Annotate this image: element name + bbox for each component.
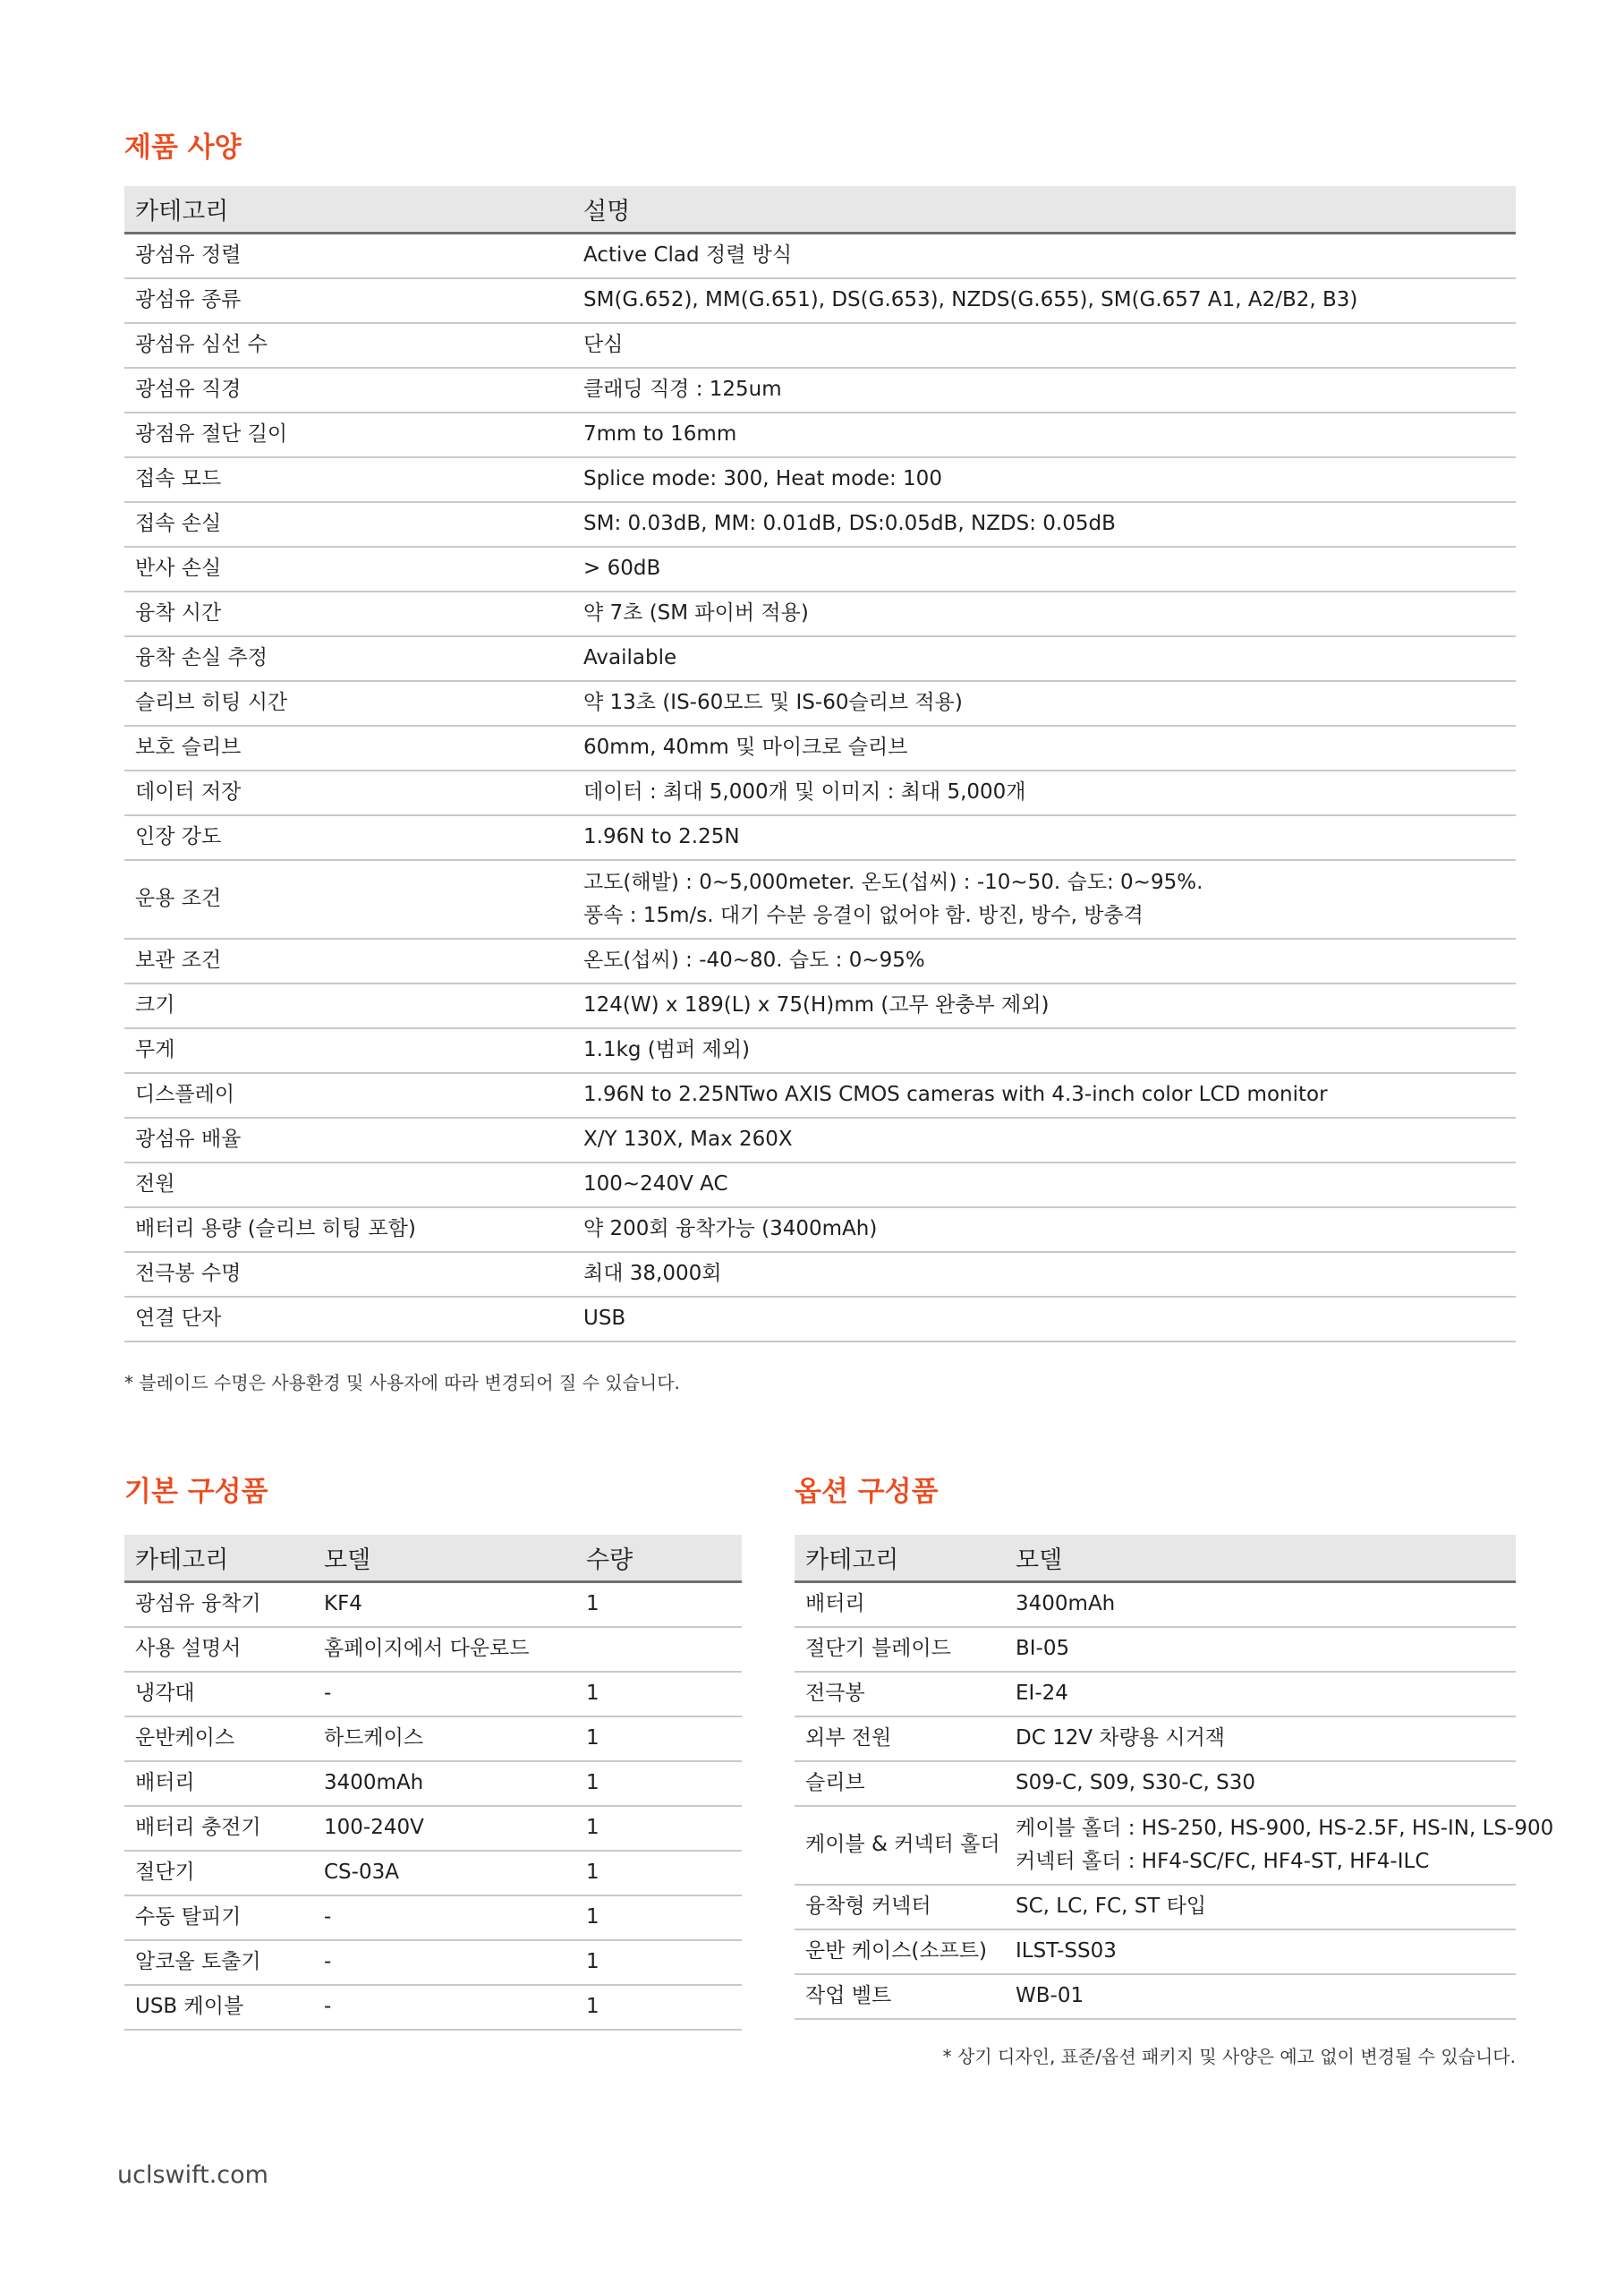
spec-category: 광섬유 배율 — [124, 1118, 573, 1163]
basic-row — [124, 1627, 742, 1672]
options-row — [795, 1582, 1516, 1628]
spec-description: Splice mode: 300, Heat mode: 100 — [573, 457, 1516, 502]
option-category: 작업 벨트 — [795, 1974, 1005, 2019]
spec-description: 온도(섭씨) : -40~80. 습도 : 0~95% — [573, 939, 1516, 984]
spec-description: 1.96N to 2.25NTwo AXIS CMOS cameras with 4.3-inch color LCD monitor — [573, 1073, 1516, 1118]
specs-row — [124, 1073, 1516, 1118]
option-category: 운반 케이스(소프트) — [795, 1929, 1005, 1974]
spec-category: 데이터 저장 — [124, 771, 573, 815]
specs-note: * 블레이드 수명은 사용환경 및 사용자에 따라 변경되어 질 수 있습니다. — [124, 1372, 680, 1393]
spec-category: 슬리브 히팅 시간 — [124, 681, 573, 726]
specs-row — [124, 278, 1516, 323]
specs-row — [124, 815, 1516, 860]
option-model: WB-01 — [1005, 1974, 1516, 2019]
basic-row — [124, 1672, 742, 1716]
basic-model: - — [313, 1985, 575, 2030]
specs-row — [124, 771, 1516, 815]
basic-quantity: 1 — [575, 1851, 742, 1895]
option-model-line: 커넥터 홀더 : HF4-SC/FC, HF4-ST, HF4-ILC — [1016, 1850, 1430, 1873]
specs-row — [124, 457, 1516, 502]
spec-category: 반사 손실 — [124, 547, 573, 592]
basic-category: 절단기 — [124, 1851, 313, 1895]
option-model: DC 12V 차량용 시거잭 — [1005, 1716, 1516, 1761]
specs-header-category: 카테고리 — [124, 186, 573, 234]
specs-row — [124, 1118, 1516, 1163]
basic-category: 알코올 토출기 — [124, 1940, 313, 1985]
spec-description: 단심 — [573, 323, 1516, 368]
spec-category: 전원 — [124, 1163, 573, 1207]
spec-category: 광섬유 정렬 — [124, 234, 573, 279]
spec-category: 무게 — [124, 1028, 573, 1073]
options-title: 옵션 구성품 — [795, 1476, 939, 1508]
basic-model: - — [313, 1895, 575, 1940]
options-row — [795, 1806, 1516, 1885]
basic-row — [124, 1851, 742, 1895]
basic-category: 배터리 충전기 — [124, 1806, 313, 1851]
specs-row — [124, 1028, 1516, 1073]
option-model — [1005, 1806, 1554, 1885]
spec-category: 광섬유 직경 — [124, 368, 573, 413]
basic-model: KF4 — [313, 1582, 575, 1628]
basic-category: 사용 설명서 — [124, 1627, 313, 1672]
spec-description: 클래딩 직경 : 125um — [573, 368, 1516, 413]
specs-row — [124, 368, 1516, 413]
option-model: BI-05 — [1005, 1627, 1516, 1672]
options-row — [795, 1716, 1516, 1761]
spec-description-line: 풍속 : 15m/s. 대기 수분 응결이 없어야 함. 방진, 방수, 방충격 — [583, 904, 1144, 927]
option-model: SC, LC, FC, ST 타입 — [1005, 1885, 1516, 1929]
option-category: 슬리브 — [795, 1761, 1005, 1806]
spec-category: 보호 슬리브 — [124, 726, 573, 771]
spec-category: 전극봉 수명 — [124, 1252, 573, 1297]
specs-header-row — [124, 186, 1516, 234]
options-header-category: 카테고리 — [795, 1535, 1005, 1582]
spec-category: 인장 강도 — [124, 815, 573, 860]
spec-category: 융착 시간 — [124, 592, 573, 636]
basic-quantity: 1 — [575, 1582, 742, 1628]
specs-row — [124, 413, 1516, 457]
options-row — [795, 1929, 1516, 1974]
options-row — [795, 1761, 1516, 1806]
basic-category: 배터리 — [124, 1761, 313, 1806]
basic-quantity — [575, 1627, 742, 1672]
basic-quantity: 1 — [575, 1895, 742, 1940]
options-row — [795, 1627, 1516, 1672]
basic-title: 기본 구성품 — [124, 1476, 268, 1508]
basic-quantity: 1 — [575, 1761, 742, 1806]
spec-description: 약 13초 (IS-60모드 및 IS-60슬리브 적용) — [573, 681, 1516, 726]
basic-row — [124, 1985, 742, 2030]
basic-header-model: 모델 — [313, 1535, 575, 1582]
basic-row — [124, 1895, 742, 1940]
basic-model: - — [313, 1672, 575, 1716]
spec-description-line: 고도(해발) : 0~5,000meter. 온도(섭씨) : -10~50. 습도: 0~95%. — [583, 871, 1203, 894]
spec-description: SM(G.652), MM(G.651), DS(G.653), NZDS(G.655), SM(G.657 A1, A2/B2, B3) — [573, 278, 1516, 323]
spec-description: 최대 38,000회 — [573, 1252, 1516, 1297]
options-note: * 상기 디자인, 표준/옵션 패키지 및 사양은 예고 없이 변경될 수 있습니다. — [942, 2046, 1516, 2067]
specs-row — [124, 939, 1516, 984]
spec-description: USB — [573, 1297, 1516, 1341]
spec-description: SM: 0.03dB, MM: 0.01dB, DS:0.05dB, NZDS: 0.05dB — [573, 502, 1516, 547]
basic-model: 100-240V — [313, 1806, 575, 1851]
option-category: 케이블 & 커넥터 홀더 — [795, 1806, 1005, 1885]
basic-category: 광섬유 융착기 — [124, 1582, 313, 1628]
spec-category: 연결 단자 — [124, 1297, 573, 1341]
basic-category: 수동 탈피기 — [124, 1895, 313, 1940]
basic-model: 하드케이스 — [313, 1716, 575, 1761]
spec-description: 약 200회 융착가능 (3400mAh) — [573, 1207, 1516, 1252]
specs-row — [124, 681, 1516, 726]
options-header-row — [795, 1535, 1516, 1582]
specs-row — [124, 502, 1516, 547]
option-category: 외부 전원 — [795, 1716, 1005, 1761]
basic-row — [124, 1806, 742, 1851]
spec-category: 보관 조건 — [124, 939, 573, 984]
spec-description: Available — [573, 636, 1516, 681]
basic-row — [124, 1940, 742, 1985]
spec-category: 광섬유 종류 — [124, 278, 573, 323]
options-row — [795, 1672, 1516, 1716]
option-model: 3400mAh — [1005, 1582, 1516, 1628]
option-model: ILST-SS03 — [1005, 1929, 1516, 1974]
spec-description: 데이터 : 최대 5,000개 및 이미지 : 최대 5,000개 — [573, 771, 1516, 815]
specs-row — [124, 1207, 1516, 1252]
specs-row — [124, 984, 1516, 1028]
option-category: 전극봉 — [795, 1672, 1005, 1716]
options-header-model: 모델 — [1005, 1535, 1516, 1582]
spec-category: 융착 손실 추정 — [124, 636, 573, 681]
basic-quantity: 1 — [575, 1716, 742, 1761]
spec-category: 접속 모드 — [124, 457, 573, 502]
basic-category: 냉각대 — [124, 1672, 313, 1716]
basic-header-row — [124, 1535, 742, 1582]
footer-url: uclswift.com — [117, 2161, 268, 2189]
specs-row — [124, 860, 1516, 939]
basic-header-quantity: 수량 — [575, 1535, 742, 1582]
spec-description: 1.96N to 2.25N — [573, 815, 1516, 860]
spec-description — [573, 860, 1516, 939]
spec-description: > 60dB — [573, 547, 1516, 592]
specs-row — [124, 234, 1516, 279]
spec-description: 124(W) x 189(L) x 75(H)mm (고무 완충부 제외) — [573, 984, 1516, 1028]
basic-quantity: 1 — [575, 1940, 742, 1985]
basic-model: CS-03A — [313, 1851, 575, 1895]
specs-row — [124, 547, 1516, 592]
spec-category: 운용 조건 — [124, 860, 573, 939]
spec-category: 광섬유 심선 수 — [124, 323, 573, 368]
basic-category: USB 케이블 — [124, 1985, 313, 2030]
specs-row — [124, 592, 1516, 636]
basic-quantity: 1 — [575, 1985, 742, 2030]
option-model: S09-C, S09, S30-C, S30 — [1005, 1761, 1516, 1806]
basic-model: 3400mAh — [313, 1761, 575, 1806]
basic-quantity: 1 — [575, 1672, 742, 1716]
spec-category: 접속 손실 — [124, 502, 573, 547]
basic-row — [124, 1761, 742, 1806]
specs-row — [124, 636, 1516, 681]
option-category: 융착형 커넥터 — [795, 1885, 1005, 1929]
specs-row — [124, 1163, 1516, 1207]
basic-header-category: 카테고리 — [124, 1535, 313, 1582]
options-row — [795, 1885, 1516, 1929]
spec-description: 약 7초 (SM 파이버 적용) — [573, 592, 1516, 636]
spec-category: 배터리 용량 (슬리브 히팅 포함) — [124, 1207, 573, 1252]
options-table — [795, 1535, 1554, 2020]
option-model: EI-24 — [1005, 1672, 1516, 1716]
specs-row — [124, 1297, 1516, 1341]
basic-category: 운반케이스 — [124, 1716, 313, 1761]
specs-table — [124, 186, 1516, 1342]
spec-description: 1.1kg (범퍼 제외) — [573, 1028, 1516, 1073]
basic-row — [124, 1716, 742, 1761]
specs-title: 제품 사양 — [124, 132, 242, 164]
basic-table — [124, 1535, 742, 2031]
basic-row — [124, 1582, 742, 1628]
specs-header-description: 설명 — [573, 186, 1516, 234]
spec-description: 7mm to 16mm — [573, 413, 1516, 457]
options-row — [795, 1974, 1516, 2019]
basic-quantity: 1 — [575, 1806, 742, 1851]
spec-category: 광점유 절단 길이 — [124, 413, 573, 457]
option-category: 절단기 블레이드 — [795, 1627, 1005, 1672]
option-category: 배터리 — [795, 1582, 1005, 1628]
option-model-line: 케이블 홀더 : HS-250, HS-900, HS-2.5F, HS-IN, LS-900 — [1016, 1817, 1554, 1840]
spec-description: X/Y 130X, Max 260X — [573, 1118, 1516, 1163]
basic-model: - — [313, 1940, 575, 1985]
spec-category: 디스플레이 — [124, 1073, 573, 1118]
spec-description: 60mm, 40mm 및 마이크로 슬리브 — [573, 726, 1516, 771]
basic-model: 홈페이지에서 다운로드 — [313, 1627, 575, 1672]
spec-category: 크기 — [124, 984, 573, 1028]
specs-row — [124, 323, 1516, 368]
spec-description: 100~240V AC — [573, 1163, 1516, 1207]
specs-row — [124, 726, 1516, 771]
spec-description: Active Clad 정렬 방식 — [573, 234, 1516, 279]
specs-row — [124, 1252, 1516, 1297]
